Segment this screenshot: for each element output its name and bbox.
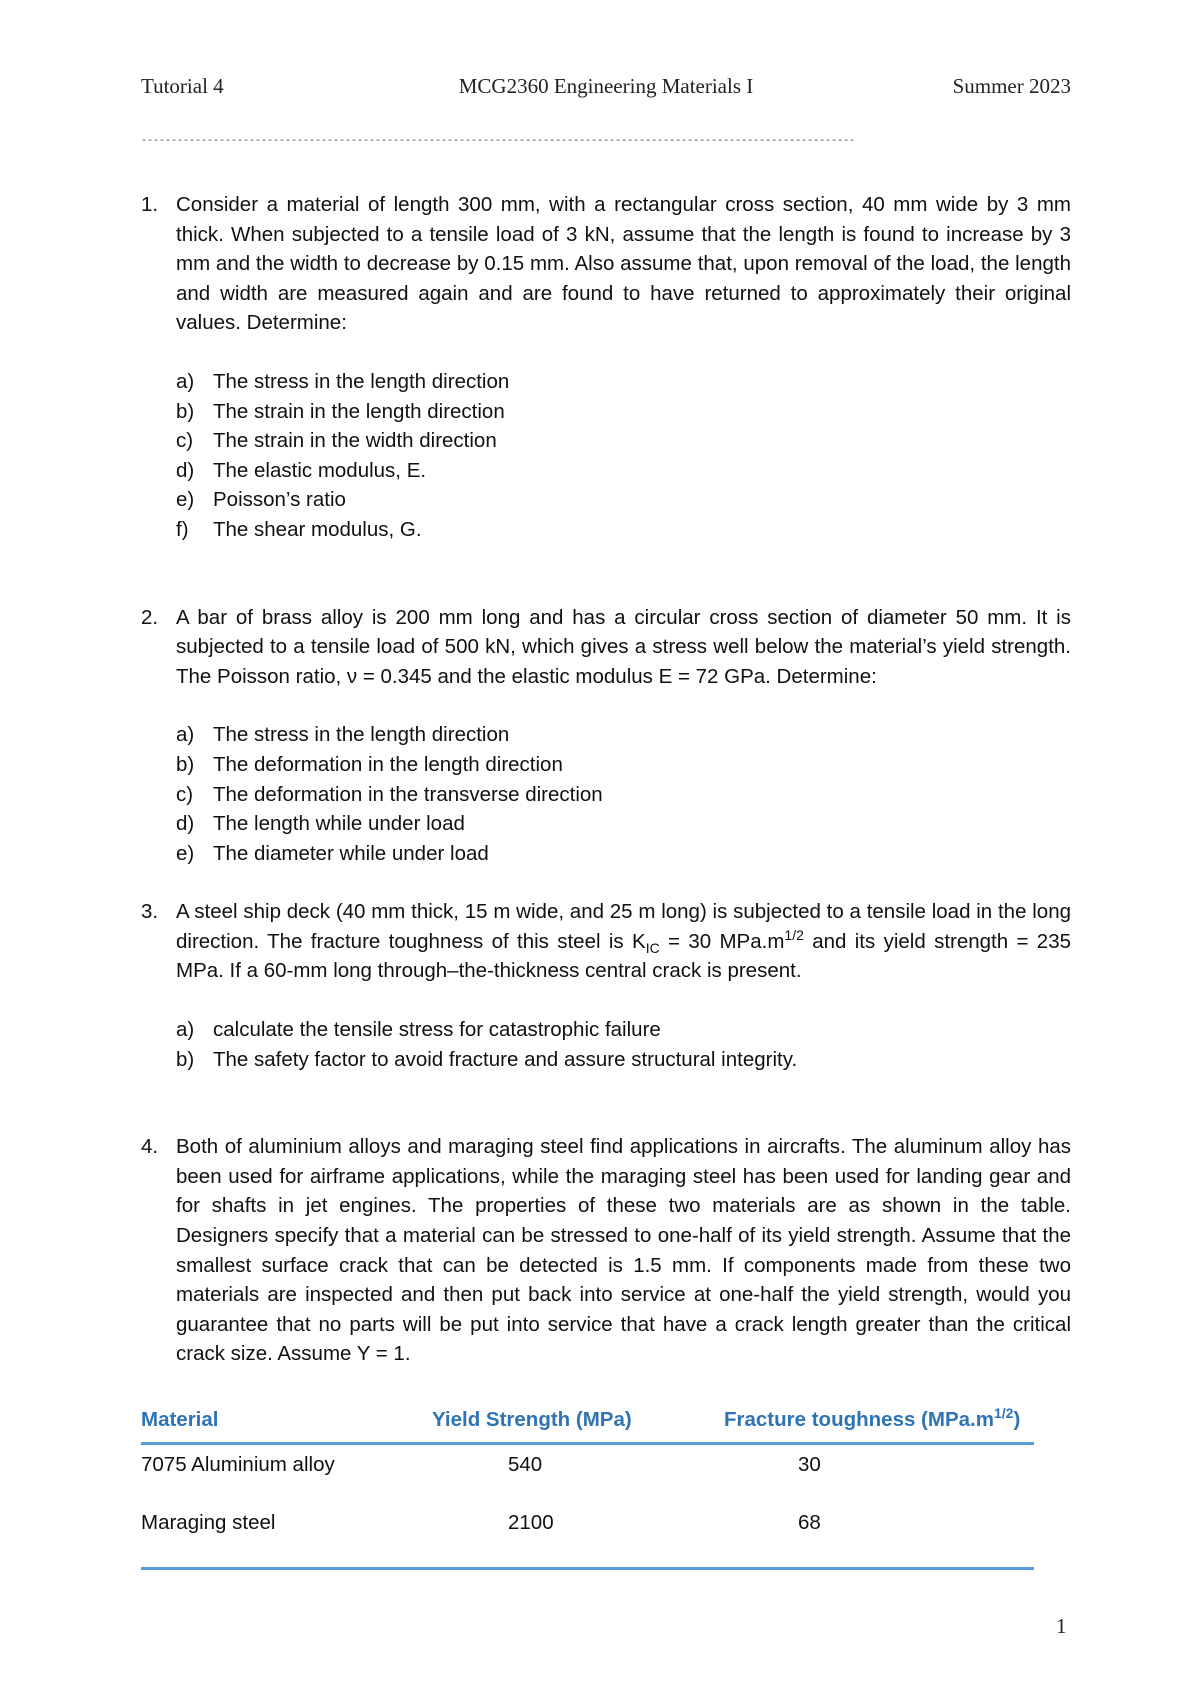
header-tutorial-label: Tutorial 4 [141,74,224,98]
sub-text: The length while under load [213,812,465,836]
sub-question [176,750,1071,780]
materials-table [141,1400,1034,1570]
table-row [141,1445,1034,1503]
table-header-material: Material [141,1408,219,1431]
question-text: A bar of brass alloy is 200 mm long and has a circular cross section of diameter 50 mm. It is subjected to a tensile load of 500 kN, which gives a stress well below the material’s yield strength. The Poisson ratio, ν = 0.345 and the elastic modulus E = 72 GPa. Determine: [176,605,1071,688]
sub-text: Poisson’s ratio [213,488,346,512]
sub-label: e) [176,488,195,512]
question-4 [141,1132,1071,1369]
cell-fracture-toughness: 68 [798,1511,821,1534]
sub-label: b) [176,752,195,776]
sub-question [176,1045,1071,1075]
question-1 [141,190,1071,338]
sub-question [176,367,1071,397]
questions-body [141,190,1071,1369]
sub-text: The shear modulus, G. [213,517,422,541]
sub-question [176,780,1071,810]
sub-question [176,809,1071,839]
sub-text: The stress in the length direction [213,369,510,393]
sub-text: The deformation in the length direction [213,752,563,776]
sub-question [176,397,1071,427]
cell-material: 7075 Aluminium alloy [141,1453,335,1476]
q3-text-part-a: A steel ship deck (40 mm thick, 15 m wide, and 25 m long) is subjected to a tensile load in the long direction. The fracture toughness of this steel is K [176,900,1071,953]
sub-question [176,456,1071,486]
kic-subscript: IC [645,939,660,956]
sub-question [176,720,1071,750]
sub-label: b) [176,399,195,423]
question-1-parts [141,367,1071,545]
header-text: Fracture toughness (MPa.m [724,1408,994,1431]
sub-text: The diameter while under load [213,841,489,865]
header-dash-rule: ----------------------------------------------------------------------------------------------------------------------- [141,136,856,147]
question-3-parts [141,1015,1071,1074]
table-header-yield-strength: Yield Strength (MPa) [432,1408,632,1431]
sub-text: The strain in the width direction [213,429,497,453]
question-2 [141,603,1071,692]
sub-question [176,839,1071,869]
question-2-parts [141,720,1071,868]
header-term: Summer 2023 [952,74,1071,98]
table-header-row [141,1400,1034,1442]
question-number: 3. [141,900,159,924]
sub-label: d) [176,458,195,482]
table-header-fracture-toughness [724,1405,1021,1432]
sub-text: The deformation in the transverse direction [213,782,603,806]
sub-text: The stress in the length direction [213,723,510,747]
question-text [176,897,1071,986]
table-bottom-rule [141,1567,1034,1570]
page-number: 1 [1056,1614,1067,1638]
sub-question [176,515,1071,545]
sub-text: The safety factor to avoid fracture and assure structural integrity. [213,1047,798,1071]
sub-label: c) [176,429,194,453]
question-3 [141,897,1071,986]
q3-text-part-c: and its yield strength = 235 MPa. If a 60-mm long through–the-thickness central crack is present. [176,929,1071,983]
question-number: 2. [141,605,159,629]
sub-label: a) [176,1018,195,1042]
q3-text-part-b: = 30 MPa.m [659,929,785,953]
cell-fracture-toughness: 30 [798,1453,821,1476]
sub-text: calculate the tensile stress for catastrophic failure [213,1018,661,1042]
sub-question [176,485,1071,515]
sub-question [176,1015,1071,1045]
sub-text: The strain in the length direction [213,399,505,423]
sub-label: a) [176,723,195,747]
cell-material: Maraging steel [141,1511,276,1534]
table-row [141,1503,1034,1561]
exponent-superscript: 1/2 [993,1405,1014,1421]
question-text: Both of aluminium alloys and maraging steel find applications in aircrafts. The aluminum alloy has been used for airframe applications, while the maraging steel has been used for landing gear and for shafts in jet engines. The properties of these two materials are as shown in the table. Designers specify that a material can be stressed to one-half of its yield strength. Assume that the smallest surface crack that can be detected is 1.5 mm. If components made from these two materials are inspected and then put back into service at one-half the yield strength, would you guarantee that no parts will be put into service that have a crack length greater than the critical crack size. Assume Y = 1. [176,1135,1071,1366]
sub-label: d) [176,812,195,836]
sub-text: The elastic modulus, E. [213,458,427,482]
cell-yield-strength: 2100 [508,1511,554,1534]
sub-label: c) [176,782,194,806]
cell-yield-strength: 540 [508,1453,543,1476]
sub-question [176,426,1071,456]
exponent-superscript: 1/2 [784,926,804,943]
question-text: Consider a material of length 300 mm, with a rectangular cross section, 40 mm wide by 3 mm thick. When subjected to a tensile load of 3 kN, assume that the length is found to increase by 3 mm and the width to decrease by 0.15 mm. Also assume that, upon removal of the load, the length and width are measured again and are found to have returned to approximately their original values. Determine: [176,193,1071,335]
sub-label: a) [176,369,195,393]
question-number: 1. [141,193,159,216]
question-number: 4. [141,1135,159,1159]
sub-label: f) [176,517,189,541]
sub-label: b) [176,1047,195,1071]
header-course-title: MCG2360 Engineering Materials I [458,74,754,98]
sub-label: e) [176,841,195,865]
header-close-paren: ) [1013,1408,1021,1431]
